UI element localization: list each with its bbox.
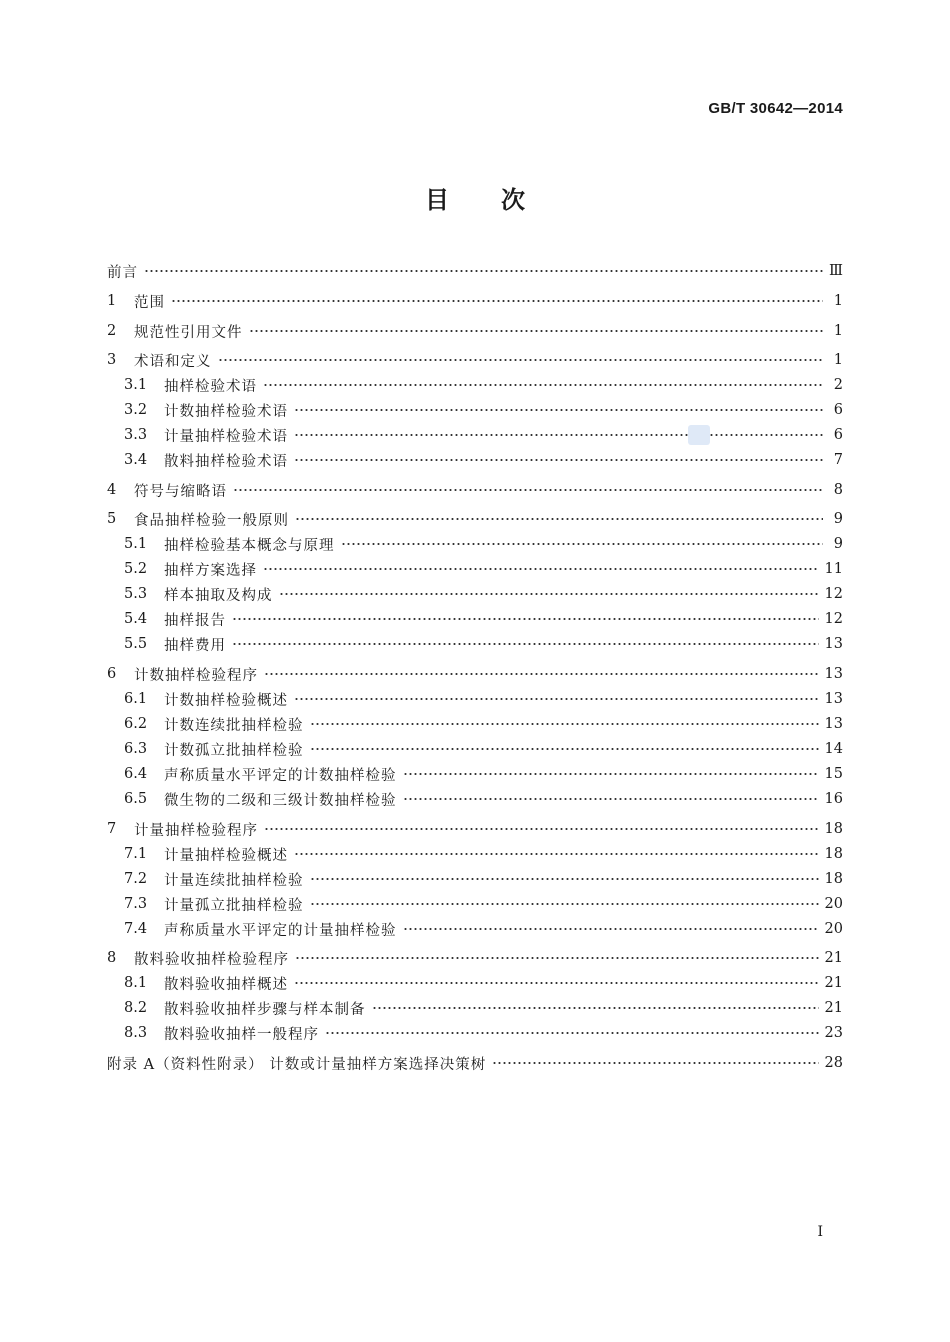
standard-code: GB/T 30642—2014 — [708, 100, 843, 117]
toc-entry-page: 18 — [824, 871, 843, 887]
toc-entry-title: 抽样检验术语 — [164, 378, 257, 395]
toc-entry-page: 13 — [824, 716, 843, 732]
toc-entry[interactable] — [107, 713, 843, 735]
toc-entry[interactable] — [107, 349, 843, 371]
toc-entry-number: 6.2 — [124, 716, 148, 732]
toc-leader — [294, 408, 823, 412]
toc-entry-page: 20 — [824, 921, 843, 937]
toc-entry-title: 散料验收抽样步骤与样本制备 — [164, 1001, 366, 1018]
toc-entry-number: 7.3 — [124, 896, 148, 912]
toc-entry[interactable] — [107, 972, 843, 994]
toc-entry-title: 计量抽样检验术语 — [164, 428, 288, 445]
toc-leader — [341, 542, 824, 546]
toc-entry[interactable] — [107, 583, 843, 605]
toc-entry-title: 抽样报告 — [164, 612, 226, 629]
toc-entry-title: 食品抽样检验一般原则 — [134, 512, 289, 529]
toc-entry-number: 1 — [107, 293, 117, 309]
toc-entry-number: 5.4 — [124, 611, 148, 627]
toc-leader — [294, 433, 823, 437]
toc-leader — [218, 358, 824, 362]
toc-leader — [263, 567, 819, 571]
toc-entry[interactable] — [107, 843, 843, 865]
toc-entry[interactable] — [107, 608, 843, 630]
toc-leader — [310, 747, 819, 751]
toc-leader — [325, 1031, 819, 1035]
toc-leader — [232, 617, 819, 621]
toc-entry-title: 符号与缩略语 — [134, 483, 227, 500]
toc-entry-page: 6 — [833, 402, 843, 418]
toc-entry-title: 计数抽样检验程序 — [134, 667, 258, 684]
toc-entry-number: 7.2 — [124, 871, 148, 887]
toc-entry-title: 术语和定义 — [134, 353, 212, 370]
toc-leader — [232, 642, 819, 646]
toc-entry-page: 23 — [824, 1025, 843, 1041]
toc-entry[interactable] — [107, 788, 843, 810]
toc-entry-number: 5.5 — [124, 636, 148, 652]
toc-entry-page: 18 — [824, 821, 843, 837]
toc-entry[interactable] — [107, 320, 843, 342]
toc-entry-title: 前言 — [107, 264, 138, 281]
toc-title — [0, 180, 950, 215]
toc-leader — [403, 797, 819, 801]
toc-entry-title: 样本抽取及构成 — [164, 587, 273, 604]
toc-entry-number: 8.3 — [124, 1025, 148, 1041]
toc-entry-page: 9 — [833, 536, 843, 552]
toc-entry-number: 7.4 — [124, 921, 148, 937]
toc-entry[interactable] — [107, 533, 843, 555]
toc-entry-page: 13 — [824, 666, 843, 682]
toc-leader — [294, 852, 819, 856]
toc-entry-page: 8 — [833, 482, 843, 498]
toc-entry-number: 3 — [107, 352, 117, 368]
toc-entry-title: 计数孤立批抽样检验 — [164, 742, 304, 759]
toc-entry-page: 28 — [824, 1055, 843, 1071]
toc-entry[interactable] — [107, 868, 843, 890]
toc-entry-title: 散料验收抽样检验程序 — [134, 951, 289, 968]
toc-entry-page: 9 — [833, 511, 843, 527]
toc-entry[interactable] — [107, 558, 843, 580]
toc-leader — [294, 981, 819, 985]
toc-entry-page: 13 — [824, 691, 843, 707]
toc-entry-title: 抽样费用 — [164, 637, 226, 654]
toc-leader — [279, 592, 819, 596]
toc-entry[interactable] — [107, 918, 843, 940]
toc-entry-number: 5.2 — [124, 561, 148, 577]
toc-entry[interactable] — [107, 399, 843, 421]
toc-entry-page: 16 — [824, 791, 843, 807]
toc-entry-title: 抽样检验基本概念与原理 — [164, 537, 335, 554]
toc-leader — [295, 956, 819, 960]
toc-entry-title: 声称质量水平评定的计数抽样检验 — [164, 767, 397, 784]
toc-entry[interactable] — [107, 997, 843, 1019]
toc-entry-number: 2 — [107, 323, 117, 339]
toc-entry-title: 计数抽样检验概述 — [164, 692, 288, 709]
toc-entry-page: 1 — [833, 323, 843, 339]
toc-entry-page: 1 — [833, 352, 843, 368]
toc-entry[interactable] — [107, 818, 843, 840]
toc-leader — [403, 927, 819, 931]
toc-entry[interactable] — [107, 893, 843, 915]
toc-entry-number: 8 — [107, 950, 117, 966]
toc-entry-title: 范围 — [134, 294, 165, 311]
toc-entry-number: 3.1 — [124, 377, 148, 393]
toc-entry-number: 4 — [107, 482, 117, 498]
toc-entry-page: 7 — [833, 452, 843, 468]
toc-entry-number: 8.1 — [124, 975, 148, 991]
toc-leader — [403, 772, 819, 776]
toc-title-char: 次 — [501, 186, 525, 214]
toc-entry-number: 6.3 — [124, 741, 148, 757]
toc-entry-number: 3.2 — [124, 402, 148, 418]
toc-entry-title: 附录 A（资料性附录） 计数或计量抽样方案选择决策树 — [107, 1056, 487, 1073]
toc-leader — [233, 488, 823, 492]
toc-leader — [310, 877, 819, 881]
toc-entry-page: 21 — [824, 950, 843, 966]
toc-entry[interactable] — [107, 374, 843, 396]
toc-entry-page: 12 — [824, 611, 843, 627]
toc-entry-title: 抽样方案选择 — [164, 562, 257, 579]
toc-leader — [310, 902, 819, 906]
toc-entry[interactable] — [107, 290, 843, 312]
toc-entry[interactable] — [107, 633, 843, 655]
toc-entry-number: 6 — [107, 666, 117, 682]
toc-title-char: 目 — [425, 186, 449, 214]
toc-entry-foreword[interactable] — [107, 260, 843, 282]
toc-entry-number: 7.1 — [124, 846, 148, 862]
toc-entry[interactable] — [107, 688, 843, 710]
toc-entry-number: 6.1 — [124, 691, 148, 707]
toc-entry-title: 声称质量水平评定的计量抽样检验 — [164, 922, 397, 939]
toc-leader — [264, 672, 819, 676]
toc-entry-number: 8.2 — [124, 1000, 148, 1016]
toc-entry-number: 3.4 — [124, 452, 148, 468]
toc-entry-page: 2 — [833, 377, 843, 393]
toc-entry-number: 6.5 — [124, 791, 148, 807]
toc-entry-number: 3.3 — [124, 427, 148, 443]
toc-entry-number: 5.1 — [124, 536, 148, 552]
toc-entry-title: 计数抽样检验术语 — [164, 403, 288, 420]
toc-entry-title: 散料验收抽样概述 — [164, 976, 288, 993]
toc-entry-page: 18 — [824, 846, 843, 862]
toc-entry-appendix-a[interactable] — [107, 1052, 843, 1074]
toc-entry[interactable] — [107, 663, 843, 685]
toc-entry-page: Ⅲ — [829, 263, 843, 279]
toc-entry-page: 15 — [824, 766, 843, 782]
watermark-icon — [688, 425, 710, 445]
toc-leader — [294, 458, 823, 462]
toc-entry-number: 7 — [107, 821, 117, 837]
toc-leader — [263, 383, 823, 387]
toc-entry[interactable] — [107, 449, 843, 471]
toc-entry[interactable] — [107, 763, 843, 785]
toc-entry-title: 计量孤立批抽样检验 — [164, 897, 304, 914]
toc-entry-title: 计量抽样检验程序 — [134, 822, 258, 839]
toc-entry-page: 21 — [824, 1000, 843, 1016]
toc-leader — [249, 329, 824, 333]
toc-entry-title: 计量连续批抽样检验 — [164, 872, 304, 889]
toc-entry-page: 13 — [824, 636, 843, 652]
toc-leader — [310, 722, 819, 726]
toc-entry-title: 计量抽样检验概述 — [164, 847, 288, 864]
toc-entry-page: 1 — [833, 293, 843, 309]
toc-entry-title: 计数连续批抽样检验 — [164, 717, 304, 734]
toc-leader — [171, 299, 823, 303]
toc-entry-page: 20 — [824, 896, 843, 912]
toc-entry-title: 散料抽样检验术语 — [164, 453, 288, 470]
toc-leader — [144, 269, 823, 273]
toc-entry-page: 14 — [824, 741, 843, 757]
toc-leader — [294, 697, 819, 701]
toc-entry[interactable] — [107, 508, 843, 530]
toc-entry[interactable] — [107, 424, 843, 446]
toc-entry[interactable] — [107, 947, 843, 969]
toc-entry-number: 6.4 — [124, 766, 148, 782]
toc-entry-number: 5 — [107, 511, 117, 527]
toc-leader — [492, 1061, 818, 1065]
toc-entry[interactable] — [107, 738, 843, 760]
toc-entry-page: 6 — [833, 427, 843, 443]
toc-entry[interactable] — [107, 1022, 843, 1044]
toc-leader — [264, 827, 819, 831]
toc-leader — [372, 1006, 819, 1010]
toc-leader — [295, 517, 823, 521]
page-number: I — [817, 1224, 823, 1240]
toc-entry-title: 散料验收抽样一般程序 — [164, 1026, 319, 1043]
toc-entry-title: 微生物的二级和三级计数抽样检验 — [164, 792, 397, 809]
toc-entry[interactable] — [107, 479, 843, 501]
toc-entry-page: 21 — [824, 975, 843, 991]
toc-entry-page: 12 — [824, 586, 843, 602]
toc-entry-title: 规范性引用文件 — [134, 324, 243, 341]
toc-entry-number: 5.3 — [124, 586, 148, 602]
toc-entry-page: 11 — [824, 561, 843, 577]
